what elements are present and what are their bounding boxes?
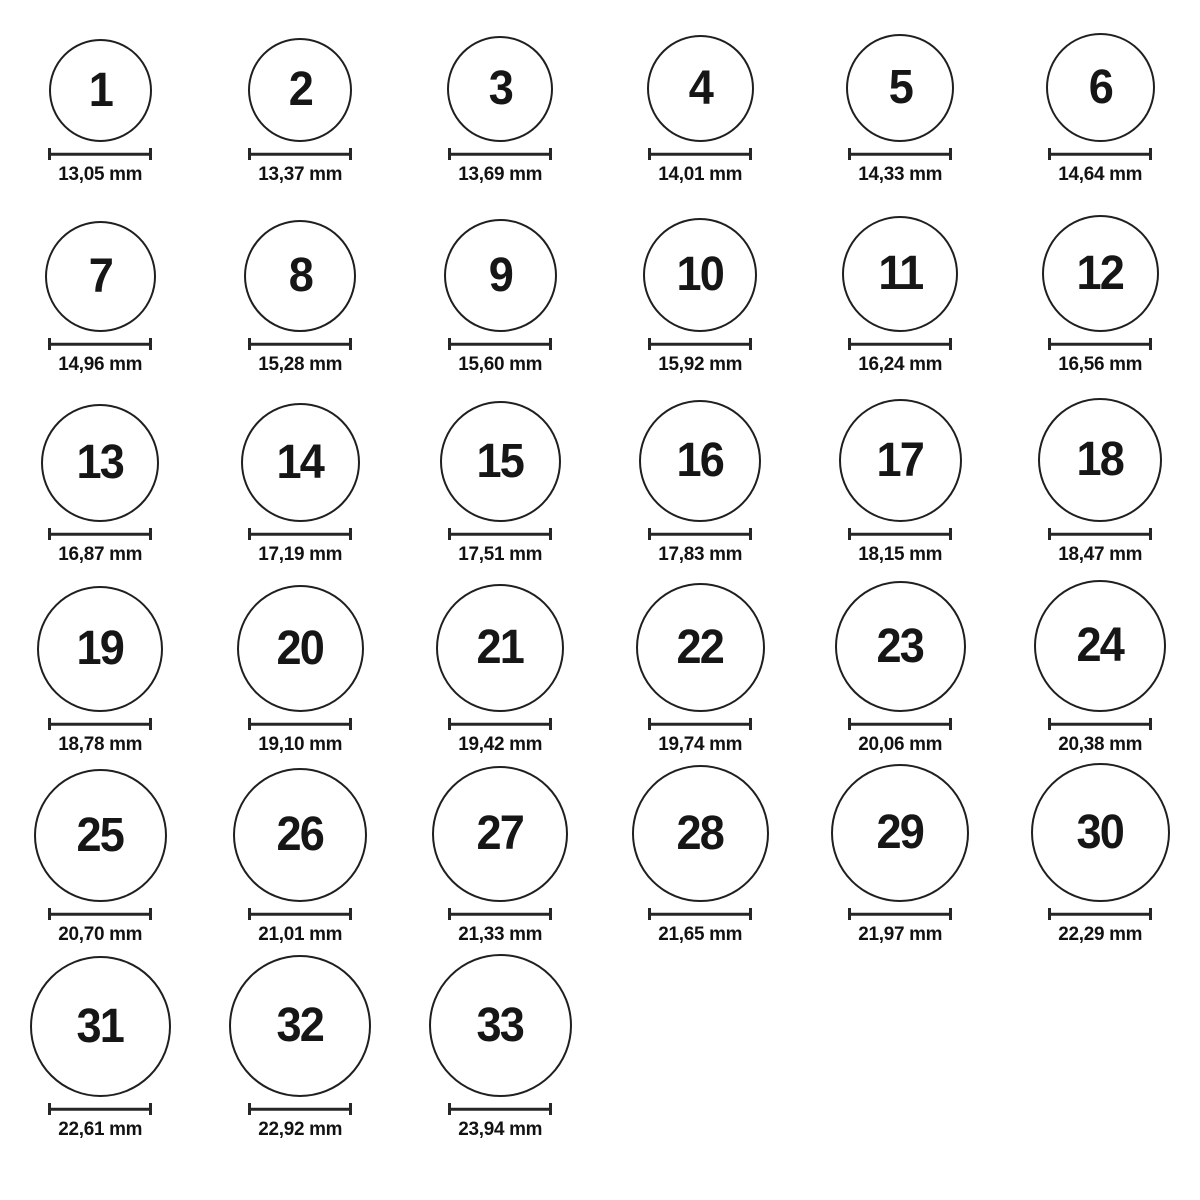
ring-size-number: 29 xyxy=(876,806,924,859)
ring-circle xyxy=(49,39,152,142)
ruler-line xyxy=(651,913,749,916)
ring-size-item xyxy=(800,194,1000,384)
ruler-line xyxy=(251,343,349,346)
ring-size-number: 1 xyxy=(88,63,112,117)
diameter-ruler xyxy=(248,718,352,730)
diameter-ruler xyxy=(48,718,152,730)
ring-circle xyxy=(835,581,966,712)
ring-circle xyxy=(643,218,757,332)
ring-size-number: 21 xyxy=(476,621,524,674)
diameter-ruler xyxy=(648,338,752,350)
diameter-label: 22,92 mm xyxy=(258,1118,342,1140)
ring-size-number: 33 xyxy=(476,998,524,1052)
diameter-label: 17,51 mm xyxy=(458,543,542,565)
ring-size-item xyxy=(600,574,800,764)
ring-circle xyxy=(237,585,364,712)
ring-circle xyxy=(436,584,564,712)
ruler-line xyxy=(51,343,149,346)
ring-size-item xyxy=(400,954,600,1149)
ruler-line xyxy=(1051,723,1149,726)
diameter-ruler xyxy=(248,1103,352,1115)
diameter-ruler xyxy=(448,528,552,540)
ruler-line xyxy=(451,343,549,346)
ruler-line xyxy=(1051,343,1149,346)
ring-size-number: 32 xyxy=(276,999,324,1052)
ring-size-number: 13 xyxy=(76,436,124,489)
ring-size-item xyxy=(200,4,400,194)
ring-circle xyxy=(444,219,557,332)
ring-circle xyxy=(639,400,761,522)
ruler-line xyxy=(51,153,149,156)
ring-circle xyxy=(1042,215,1159,332)
ring-size-item xyxy=(200,194,400,384)
ring-size-item xyxy=(400,384,600,574)
ring-circle xyxy=(45,221,156,332)
diameter-label: 21,33 mm xyxy=(458,923,542,945)
ring-circle xyxy=(1038,398,1162,522)
ring-size-item xyxy=(0,4,200,194)
diameter-ruler xyxy=(848,528,952,540)
ring-size-item xyxy=(200,574,400,764)
diameter-label: 15,60 mm xyxy=(458,353,542,375)
ring-size-number: 25 xyxy=(76,808,124,862)
ring-size-item xyxy=(1000,384,1200,574)
ring-size-number: 4 xyxy=(688,61,712,115)
ring-circle xyxy=(839,399,962,522)
diameter-ruler xyxy=(248,528,352,540)
ring-size-number: 5 xyxy=(888,61,912,114)
ring-size-item xyxy=(400,194,600,384)
diameter-ruler xyxy=(648,148,752,160)
ring-size-item xyxy=(0,574,200,764)
diameter-ruler xyxy=(248,338,352,350)
ruler-line xyxy=(851,343,949,346)
diameter-ruler xyxy=(848,338,952,350)
diameter-label: 15,28 mm xyxy=(258,353,342,375)
ring-size-item xyxy=(200,764,400,954)
ring-circle xyxy=(34,769,167,902)
ruler-line xyxy=(251,723,349,726)
diameter-label: 14,01 mm xyxy=(658,163,742,185)
ring-circle xyxy=(1031,763,1170,902)
diameter-ruler xyxy=(1048,148,1152,160)
diameter-ruler xyxy=(448,1103,552,1115)
ring-size-number: 11 xyxy=(878,247,922,300)
ring-size-number: 27 xyxy=(476,807,524,860)
diameter-label: 14,96 mm xyxy=(58,353,142,375)
ring-circle xyxy=(440,401,561,522)
ring-size-number: 10 xyxy=(676,248,724,301)
ring-circle xyxy=(1034,580,1166,712)
ring-size-number: 22 xyxy=(676,620,724,674)
ring-size-number: 28 xyxy=(676,806,724,860)
ring-size-number: 9 xyxy=(488,248,512,302)
ruler-line xyxy=(451,913,549,916)
ruler-line xyxy=(851,533,949,536)
ring-circle xyxy=(842,216,958,332)
ruler-line xyxy=(251,913,349,916)
diameter-label: 21,01 mm xyxy=(258,923,342,945)
ruler-line xyxy=(651,533,749,536)
ruler-line xyxy=(251,153,349,156)
diameter-label: 14,64 mm xyxy=(1058,163,1142,185)
diameter-label: 23,94 mm xyxy=(458,1118,542,1140)
diameter-ruler xyxy=(648,528,752,540)
ring-circle xyxy=(447,36,553,142)
diameter-ruler xyxy=(448,718,552,730)
ring-size-number: 3 xyxy=(488,62,512,115)
ring-circle xyxy=(37,586,163,712)
ring-size-number: 12 xyxy=(1076,246,1124,300)
diameter-ruler xyxy=(48,528,152,540)
diameter-label: 20,38 mm xyxy=(1058,733,1142,755)
ring-circle xyxy=(1046,33,1155,142)
ring-size-number: 31 xyxy=(76,999,124,1053)
diameter-ruler xyxy=(648,718,752,730)
ring-size-item xyxy=(1000,574,1200,764)
diameter-label: 16,87 mm xyxy=(58,543,142,565)
diameter-label: 14,33 mm xyxy=(858,163,942,185)
diameter-ruler xyxy=(448,338,552,350)
ruler-line xyxy=(51,723,149,726)
ring-size-item xyxy=(600,4,800,194)
ring-circle xyxy=(30,956,171,1097)
diameter-label: 22,29 mm xyxy=(1058,923,1142,945)
ring-size-item xyxy=(1000,4,1200,194)
ring-circle xyxy=(429,954,572,1097)
ring-circle xyxy=(632,765,769,902)
diameter-ruler xyxy=(1048,908,1152,920)
diameter-label: 18,15 mm xyxy=(858,543,942,565)
ring-size-item xyxy=(0,954,200,1149)
ruler-line xyxy=(451,723,549,726)
ring-size-item xyxy=(800,764,1000,954)
ring-size-number: 6 xyxy=(1088,60,1112,114)
ring-size-item xyxy=(800,4,1000,194)
diameter-ruler xyxy=(848,148,952,160)
diameter-label: 17,19 mm xyxy=(258,543,342,565)
diameter-ruler xyxy=(648,908,752,920)
ring-circle xyxy=(432,766,568,902)
diameter-label: 18,78 mm xyxy=(58,733,142,755)
diameter-label: 13,37 mm xyxy=(258,163,342,185)
ruler-line xyxy=(451,533,549,536)
ruler-line xyxy=(651,723,749,726)
diameter-label: 17,83 mm xyxy=(658,543,742,565)
ring-circle xyxy=(229,955,371,1097)
diameter-label: 19,10 mm xyxy=(258,733,342,755)
ruler-line xyxy=(51,1108,149,1111)
diameter-ruler xyxy=(848,718,952,730)
diameter-ruler xyxy=(48,908,152,920)
ring-circle xyxy=(846,34,954,142)
ring-size-item xyxy=(200,954,400,1149)
diameter-ruler xyxy=(448,908,552,920)
ruler-line xyxy=(851,913,949,916)
ruler-line xyxy=(1051,153,1149,156)
ring-size-item xyxy=(0,384,200,574)
diameter-ruler xyxy=(848,908,952,920)
diameter-label: 20,06 mm xyxy=(858,733,942,755)
ruler-line xyxy=(51,533,149,536)
ruler-line xyxy=(251,533,349,536)
ring-circle xyxy=(233,768,367,902)
ring-size-number: 23 xyxy=(876,619,924,673)
diameter-ruler xyxy=(1048,718,1152,730)
ring-circle xyxy=(241,403,360,522)
ruler-line xyxy=(651,153,749,156)
diameter-ruler xyxy=(1048,338,1152,350)
ring-size-number: 19 xyxy=(76,622,124,675)
ring-size-item xyxy=(400,4,600,194)
ruler-line xyxy=(851,723,949,726)
diameter-label: 13,69 mm xyxy=(458,163,542,185)
ring-size-number: 18 xyxy=(1076,433,1124,486)
ruler-line xyxy=(251,1108,349,1111)
diameter-ruler xyxy=(48,1103,152,1115)
ring-size-number: 16 xyxy=(676,434,724,487)
diameter-ruler xyxy=(248,908,352,920)
ring-size-item xyxy=(400,574,600,764)
ring-size-item xyxy=(200,384,400,574)
ring-size-number: 14 xyxy=(276,435,324,489)
ring-circle xyxy=(244,220,356,332)
ring-size-item xyxy=(0,764,200,954)
diameter-label: 21,65 mm xyxy=(658,923,742,945)
ring-size-number: 7 xyxy=(88,249,112,303)
ring-size-item xyxy=(800,384,1000,574)
diameter-label: 21,97 mm xyxy=(858,923,942,945)
ring-size-item xyxy=(400,764,600,954)
diameter-ruler xyxy=(1048,528,1152,540)
diameter-label: 16,24 mm xyxy=(858,353,942,375)
ruler-line xyxy=(451,153,549,156)
ruler-line xyxy=(1051,533,1149,536)
diameter-label: 19,42 mm xyxy=(458,733,542,755)
ring-size-item xyxy=(1000,764,1200,954)
ring-circle xyxy=(831,764,969,902)
ring-size-item xyxy=(600,384,800,574)
ring-circle xyxy=(636,583,765,712)
diameter-label: 16,56 mm xyxy=(1058,353,1142,375)
ruler-line xyxy=(851,153,949,156)
diameter-ruler xyxy=(248,148,352,160)
ring-size-number: 30 xyxy=(1076,805,1124,859)
ring-size-item xyxy=(600,764,800,954)
diameter-label: 20,70 mm xyxy=(58,923,142,945)
diameter-ruler xyxy=(48,338,152,350)
diameter-label: 22,61 mm xyxy=(58,1118,142,1140)
ring-circle xyxy=(248,38,352,142)
ring-circle xyxy=(647,35,754,142)
ring-size-item xyxy=(800,574,1000,764)
ruler-line xyxy=(451,1108,549,1111)
diameter-label: 13,05 mm xyxy=(58,163,142,185)
ring-size-number: 26 xyxy=(276,808,324,861)
ring-size-item xyxy=(600,194,800,384)
diameter-label: 19,74 mm xyxy=(658,733,742,755)
ring-size-item xyxy=(0,194,200,384)
diameter-label: 18,47 mm xyxy=(1058,543,1142,565)
diameter-ruler xyxy=(448,148,552,160)
diameter-label: 15,92 mm xyxy=(658,353,742,375)
ring-circle xyxy=(41,404,159,522)
ring-size-number: 15 xyxy=(476,434,524,488)
ring-size-number: 17 xyxy=(876,433,924,487)
ruler-line xyxy=(51,913,149,916)
diameter-ruler xyxy=(48,148,152,160)
ruler-line xyxy=(1051,913,1149,916)
ring-size-item xyxy=(1000,194,1200,384)
ring-size-number: 8 xyxy=(288,249,312,302)
ruler-line xyxy=(651,343,749,346)
ring-size-number: 20 xyxy=(276,621,324,675)
ring-size-number: 24 xyxy=(1076,619,1124,672)
ring-size-number: 2 xyxy=(288,63,312,116)
